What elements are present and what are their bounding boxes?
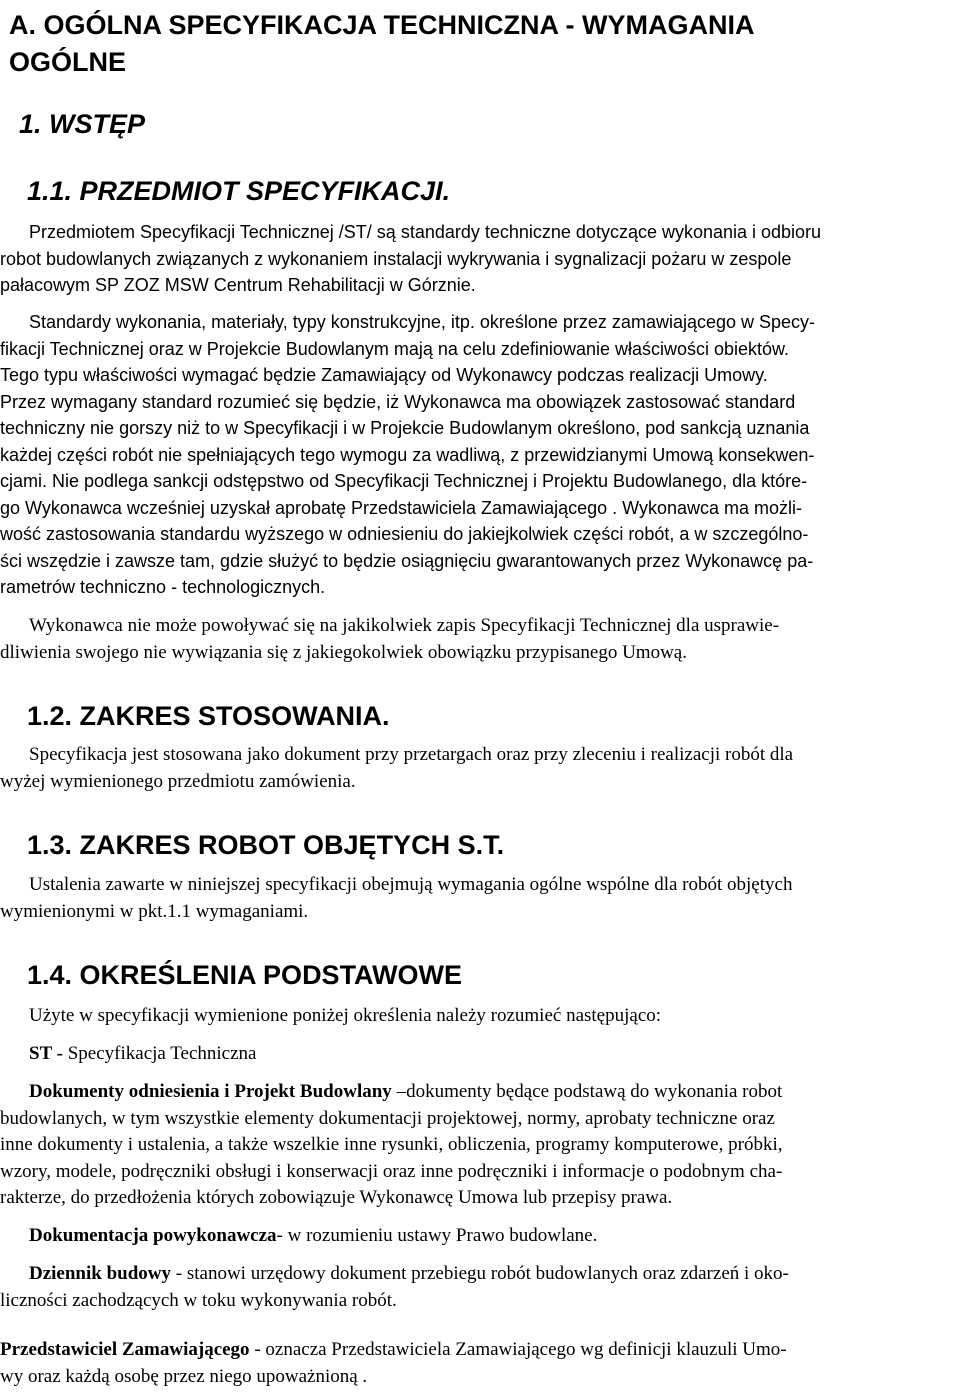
paragraph-contractor: Wykonawca nie może powoływać się na jakikolwiek zapis Specyfikacji Technicznej dla usprawie- dliwienia swojego nie wywiązania się z jakiegokolwiek obowiązku przypisanego Umową. (0, 615, 780, 663)
document-title: A. OGÓLNA SPECYFIKACJA TECHNICZNA - WYMAGANIA OGÓLNE (9, 10, 755, 77)
paragraph-works-scope: Ustalenia zawarte w niniejszej specyfikacji obejmują wymagania ogólne wspólne dla robót objętych wymienionymi w pkt.1.1 wymaganiami. (0, 874, 793, 922)
paragraph-standards: Standardy wykonania, materiały, typy konstrukcyjne, itp. określone przez zamawiającego w Specy- fikacji Technicznej oraz w Projekcie Budowlanym mają na celu zdefiniowanie właściwości obiektów. Tego typu właściwości wymagać będzie Zamawiający od Wykonawcy podczas realizacji Umowy. Przez wymagany standard rozumieć się będzie, iż Wykonawca ma obowiązek zastosować standard techniczny nie gorszy niż to w Specyfikacji i w Projekcie Budowlanym określono, pod sankcją uznania każdej części robót nie spełniających tego wymogu za wadliwą, z przewidzianymi Umową konsekwen- cjami. Nie podlega sankcji odstępstwo od Specyfikacji Technicznej i Projektu Budowlanego, dla które- go Wykonawca wcześniej uzyskał aprobatę Przedstawiciela Zamawiającego . Wykonawca ma możli- wość zastosowania standardu wyższego w odniesieniu do jakiejkolwiek części robót, a w szczególno- ści wszędzie i zawsze tam, gdzie służyć to będzie osiągnięciu gwarantowanych przez Wykonawcę pa- rametrów techniczno - technologicznych. (0, 312, 816, 597)
definition-term: ST - (29, 1043, 63, 1064)
definition-representative (0, 1337, 958, 1390)
definition-site-diary (0, 1261, 958, 1314)
paragraph-intro: Przedmiotem Specyfikacji Technicznej /ST/ są standardy techniczne dotyczące wykonania i odbioru robot budowlanych związanych z wykonaniem instalacji wykrywania i sygnalizacji pożaru w zespole pałacowym SP ZOZ MSW Centrum Rehabilitacji w Górznie. (0, 222, 822, 295)
section-heading-1: 1. WSTĘP (19, 109, 146, 139)
section-heading-1-4: 1.4. OKREŚLENIA PODSTAWOWE (27, 960, 463, 990)
definition-st (29, 1044, 256, 1063)
definition-text: Specyfikacja Techniczna (62, 1043, 257, 1064)
definition-documents (0, 1079, 958, 1212)
definition-as-built (29, 1226, 597, 1245)
definition-text: –dokumenty będące podstawą do wykonania robot budowlanych, w tym wszystkie elementy dokumentacji projektowej, normy, aprobaty techniczne oraz inne dokumenty i ustalenia, a także wszelkie inne rysunki, obliczenia, programy komputerowe, próbki, wzory, modele, podręczniki obsługi i konserwacji oraz inne podręczniki i informacje o podobnym cha- rakterze, do przedłożenia których zobowiązuje Wykonawcę Umowa lub przepisy prawa. (0, 1081, 783, 1208)
paragraph-scope: Specyfikacja jest stosowana jako dokument przy przetargach oraz przy zleceniu i realizacji robót dla wyżej wymienionego przedmiotu zamówienia. (0, 744, 794, 792)
definition-term: Dokumenty odniesienia i Projekt Budowlany (29, 1081, 392, 1102)
paragraph-definitions-intro: Użyte w specyfikacji wymienione poniżej określenia należy rozumieć następująco: (29, 1005, 662, 1026)
section-heading-1-1: 1.1. PRZEDMIOT SPECYFIKACJI. (27, 176, 451, 206)
definition-term: Dziennik budowy (29, 1263, 172, 1284)
definition-text: - oznacza Przedstawiciela Zamawiającego wg definicji klauzuli Umo- wy oraz każdą osobę przez niego upoważnioną . (0, 1339, 787, 1387)
definition-text: - stanowi urzędowy dokument przebiegu robót budowlanych oraz zdarzeń i oko- liczności zachodzących w toku wykonywania robót. (0, 1263, 789, 1311)
section-heading-1-3: 1.3. ZAKRES ROBOT OBJĘTYCH S.T. (27, 830, 505, 860)
definition-text: - w rozumieniu ustawy Prawo budowlane. (276, 1225, 598, 1246)
section-heading-1-2: 1.2. ZAKRES STOSOWANIA. (27, 701, 390, 731)
definition-term: Przedstawiciel Zamawiającego (0, 1339, 250, 1360)
definition-term: Dokumentacja powykonawcza (29, 1225, 277, 1246)
